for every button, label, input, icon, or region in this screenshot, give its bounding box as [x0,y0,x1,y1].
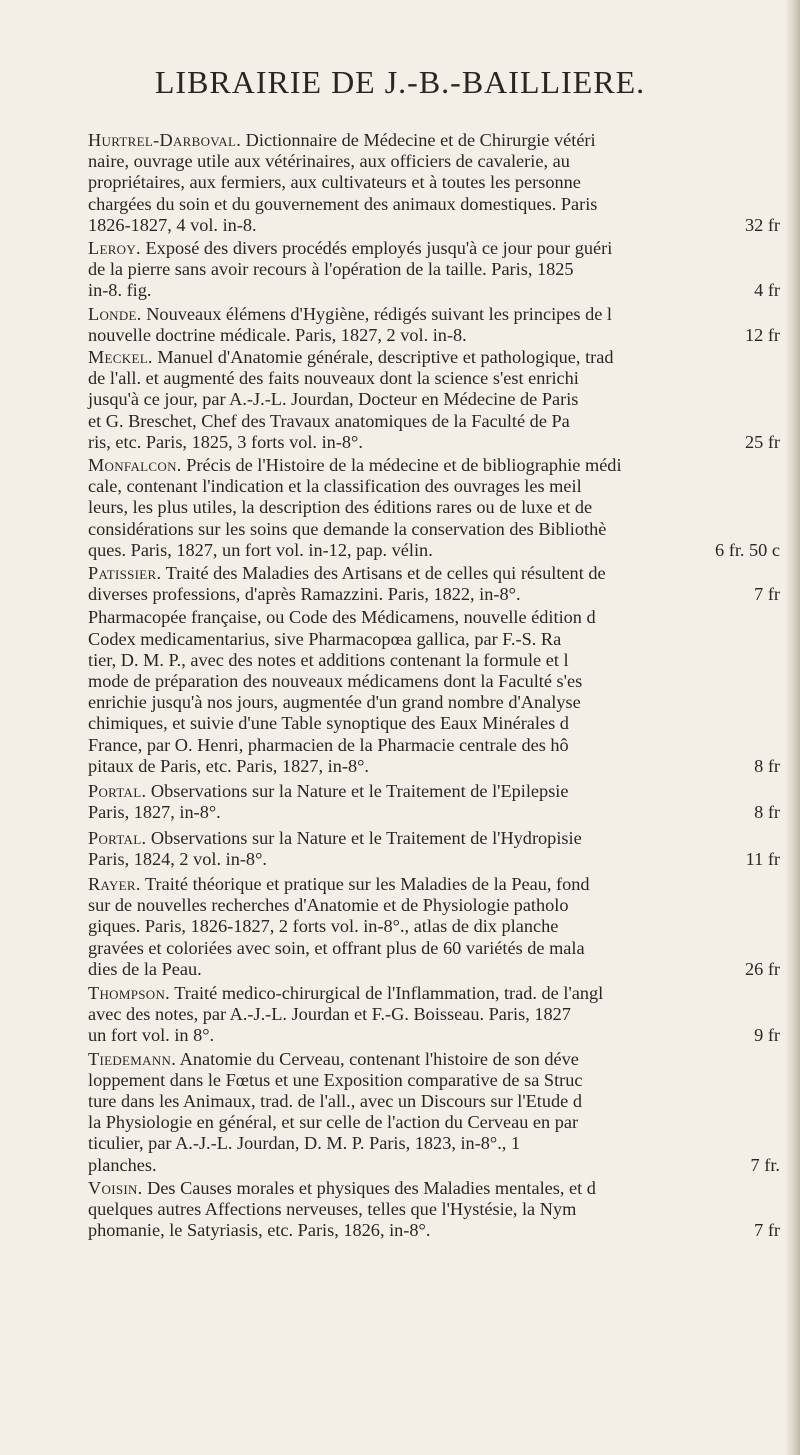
entry-line [88,628,788,650]
catalog-entry [88,130,788,236]
entry-text: la Physiologie en général, et sur celle de l'action du Cerveau en par [88,1112,579,1133]
entry-text: Manuel d'Anatomie générale, descriptive et pathologique, trad [152,347,614,368]
entry-line [88,347,788,368]
entry-text: chimiques, et suivie d'une Table synoptique des Eaux Minérales d [88,713,569,734]
entry-text: ticulier, par A.-J.-L. Jourdan, D. M. P. Paris, 1823, in-8°., 1 [88,1133,521,1154]
entry-author: Londe. [88,303,142,324]
entry-line [88,982,788,1004]
entry-text: Précis de l'Histoire de la médecine et de bibliographie médi [181,455,622,476]
entry-line [88,431,788,453]
entry-text: cale, contenant l'indication et la classification des ouvrages les meil [88,476,582,497]
entry-line [88,607,788,628]
entry-text: et G. Breschet, Chef des Travaux anatomiques de la Faculté de Pa [88,410,570,431]
entry-author: Patissier. [88,563,162,584]
entry-line [88,848,788,870]
entry-line [88,303,788,325]
entry-text: 1826-1827, 4 vol. in-8. [88,214,257,235]
entry-line [88,324,788,346]
entry-line [88,130,788,151]
entry-text: diverses professions, d'après Ramazzini. Paris, 1822, in-8°. [88,584,521,605]
entry-line [88,937,788,959]
entry-text: Des Causes morales et physiques des Maladies mentales, et d [142,1177,596,1198]
entry-text: Pharmacopée française, ou Code des Médicamens, nouvelle édition d [88,607,596,628]
entry-author: Monfalcon. [88,455,182,476]
catalog-entry [88,874,788,980]
entry-text: pitaux de Paris, etc. Paris, 1827, in-8°. [88,755,369,776]
entry-line [88,389,788,410]
catalog-entries [88,130,788,1241]
entry-line [88,368,788,389]
entry-line [88,172,788,193]
entry-text: Anatomie du Cerveau, contenant l'histoire de son déve [176,1048,579,1069]
entry-line [88,214,788,236]
entry-line [88,1154,788,1176]
entry-text: tier, D. M. P., avec des notes et additions contenant la formule et l [88,649,569,670]
entry-price: 7 fr [754,1220,780,1241]
entry-line [88,958,788,980]
entry-text: avec des notes, par A.-J.-L. Jourdan et F.-G. Boisseau. Paris, 1827 [88,1004,571,1025]
entry-line [88,1112,788,1133]
entry-line [88,671,788,692]
entry-author: Portal. [88,781,147,802]
entry-line [88,1048,788,1070]
entry-author: Hurtrel-Darboval. [88,130,242,150]
entry-price: 32 fr [744,214,780,235]
entry-price: 7 fr [754,584,780,605]
entry-text: nouvelle doctrine médicale. Paris, 1827, 2 vol. in-8. [88,324,467,345]
entry-text: France, par O. Henri, pharmacien de la Pharmacie centrale des hô [88,734,569,755]
entry-text: quelques autres Affections nerveuses, telles que l'Hystésie, la Nym [88,1198,577,1219]
catalog-entry [88,563,788,605]
entry-author: Voisin. [88,1177,143,1198]
entry-line [88,1090,788,1112]
entry-text: un fort vol. in 8°. [88,1025,215,1046]
entry-line [88,151,788,172]
entry-line [88,692,788,713]
entry-text: Nouveaux élémens d'Hygiène, rédigés suivant les principes de l [141,303,613,324]
catalog-entry [88,1178,788,1242]
entry-line [88,895,788,916]
entry-text: Traité medico-chirurgical de l'Inflammation, trad. de l'angl [170,982,604,1003]
entry-line [88,476,788,497]
entry-price: 4 fr [754,280,780,301]
entry-text: giques. Paris, 1826-1827, 2 forts vol. in-8°., atlas de dix planche [88,916,559,937]
entry-text: Observations sur la Nature et le Traitement de l'Epilepsie [146,781,569,802]
entry-line [88,1177,788,1199]
page-edge [786,0,800,1455]
entry-text: Traité des Maladies des Artisans et de celles qui résultent de [161,563,606,584]
catalog-entry [88,347,788,453]
entry-text: chargées du soin et du gouvernement des animaux domestiques. Paris [88,193,598,214]
entry-text: mode de préparation des nouveaux médicamens dont la Faculté s'es [88,671,583,692]
entry-line [88,193,788,215]
entry-text: considérations sur les soins que demande la conservation des Bibliothè [88,518,607,539]
entry-line [88,497,788,518]
entry-text: de la pierre sans avoir recours à l'opération de la taille. Paris, 1825 [88,259,574,280]
entry-text: gravées et coloriées avec soin, et offrant plus de 60 variétés de mala [88,937,585,958]
entry-text: ture dans les Animaux, trad. de l'all., avec un Discours sur l'Etude d [88,1090,582,1111]
entry-text: planches. [88,1154,157,1175]
entry-text: enrichie jusqu'à nos jours, augmentée d'un grand nombre d'Analyse [88,692,581,713]
catalog-entry [88,607,788,777]
entry-price: 7 fr. [750,1154,780,1175]
entry-text: dies de la Peau. [88,958,202,979]
entry-text: ris, etc. Paris, 1825, 3 forts vol. in-8°. [88,431,363,452]
entry-author: Meckel. [88,347,153,368]
entry-line [88,916,788,937]
entry-line [88,1004,788,1025]
entry-author: Portal. [88,827,147,848]
entry-text: Observations sur la Nature et le Traitement de l'Hydropisie [146,827,582,848]
entry-text: leurs, les plus utiles, la description des éditions rares ou de luxe et de [88,497,593,518]
entry-line [88,802,788,823]
entry-line [88,410,788,432]
entry-text: jusqu'à ce jour, par A.-J.-L. Jourdan, Docteur en Médecine de Paris [88,389,579,410]
entry-price: 12 fr [744,324,780,345]
entry-text: loppement dans le Fœtus et une Exposition comparative de sa Struc [88,1069,583,1090]
entry-text: de l'all. et augmenté des faits nouveaux dont la science s'est enrichi [88,368,579,389]
entry-line [88,713,788,734]
entry-text: propriétaires, aux fermiers, aux cultivateurs et à toutes les personne [88,172,581,193]
entry-line [88,563,788,584]
entry-line [88,873,788,895]
entry-line [88,259,788,280]
entry-text: Paris, 1824, 2 vol. in-8°. [88,848,267,869]
entry-line [88,539,788,561]
entry-line [88,827,788,849]
entry-text: Exposé des divers procédés employés jusqu'à ce jour pour guéri [140,238,613,259]
entry-line [88,518,788,540]
entry-text: Paris, 1827, in-8°. [88,802,221,823]
entry-price: 9 fr [754,1025,780,1046]
entry-line [88,280,788,301]
entry-price: 25 fr [744,431,780,452]
entry-text: naire, ouvrage utile aux vétérinaires, aux officiers de cavalerie, au [88,151,570,172]
catalog-entry [88,828,788,870]
entry-line [88,1198,788,1220]
entry-line [88,1133,788,1154]
entry-price: 11 fr [745,848,780,869]
entry-text: sur de nouvelles recherches d'Anatomie et de Physiologie patholo [88,895,569,916]
entry-text: phomanie, le Satyriasis, etc. Paris, 1826, in-8°. [88,1220,431,1241]
catalog-entry [88,304,788,346]
entry-line [88,238,788,259]
entry-line [88,584,788,605]
entry-author: Tiedemann. [88,1048,177,1069]
entry-price: 6 fr. 50 c [715,539,780,560]
entry-author: Rayer. [88,873,141,894]
entry-line [88,649,788,671]
catalog-entry [88,1049,788,1176]
entry-line [88,755,788,777]
entry-text: ques. Paris, 1827, un fort vol. in-12, pap. vélin. [88,539,433,560]
entry-line [88,781,788,802]
entry-author: Thompson. [88,982,171,1003]
entry-text: Traité théorique et pratique sur les Maladies de la Peau, fond [140,873,590,894]
catalog-entry [88,238,788,302]
entry-line [88,1025,788,1046]
catalog-entry [88,455,788,561]
entry-line [88,734,788,756]
entry-price: 8 fr [754,802,780,823]
page-header: LIBRAIRIE DE J.-B.-BAILLIERE. [154,64,646,100]
entry-author: Leroy. [88,238,141,259]
entry-line [88,1220,788,1241]
entry-text: Dictionnaire de Médecine et de Chirurgie vétéri [241,130,596,150]
entry-text: Codex medicamentarius, sive Pharmacopœa gallica, par F.-S. Ra [88,628,562,649]
entry-text: in-8. fig. [88,280,152,301]
catalog-entry [88,781,788,823]
entry-line [88,455,788,476]
entry-price: 26 fr [744,958,780,979]
entry-price: 8 fr [754,755,780,776]
catalog-entry [88,983,788,1047]
entry-line [88,1069,788,1091]
